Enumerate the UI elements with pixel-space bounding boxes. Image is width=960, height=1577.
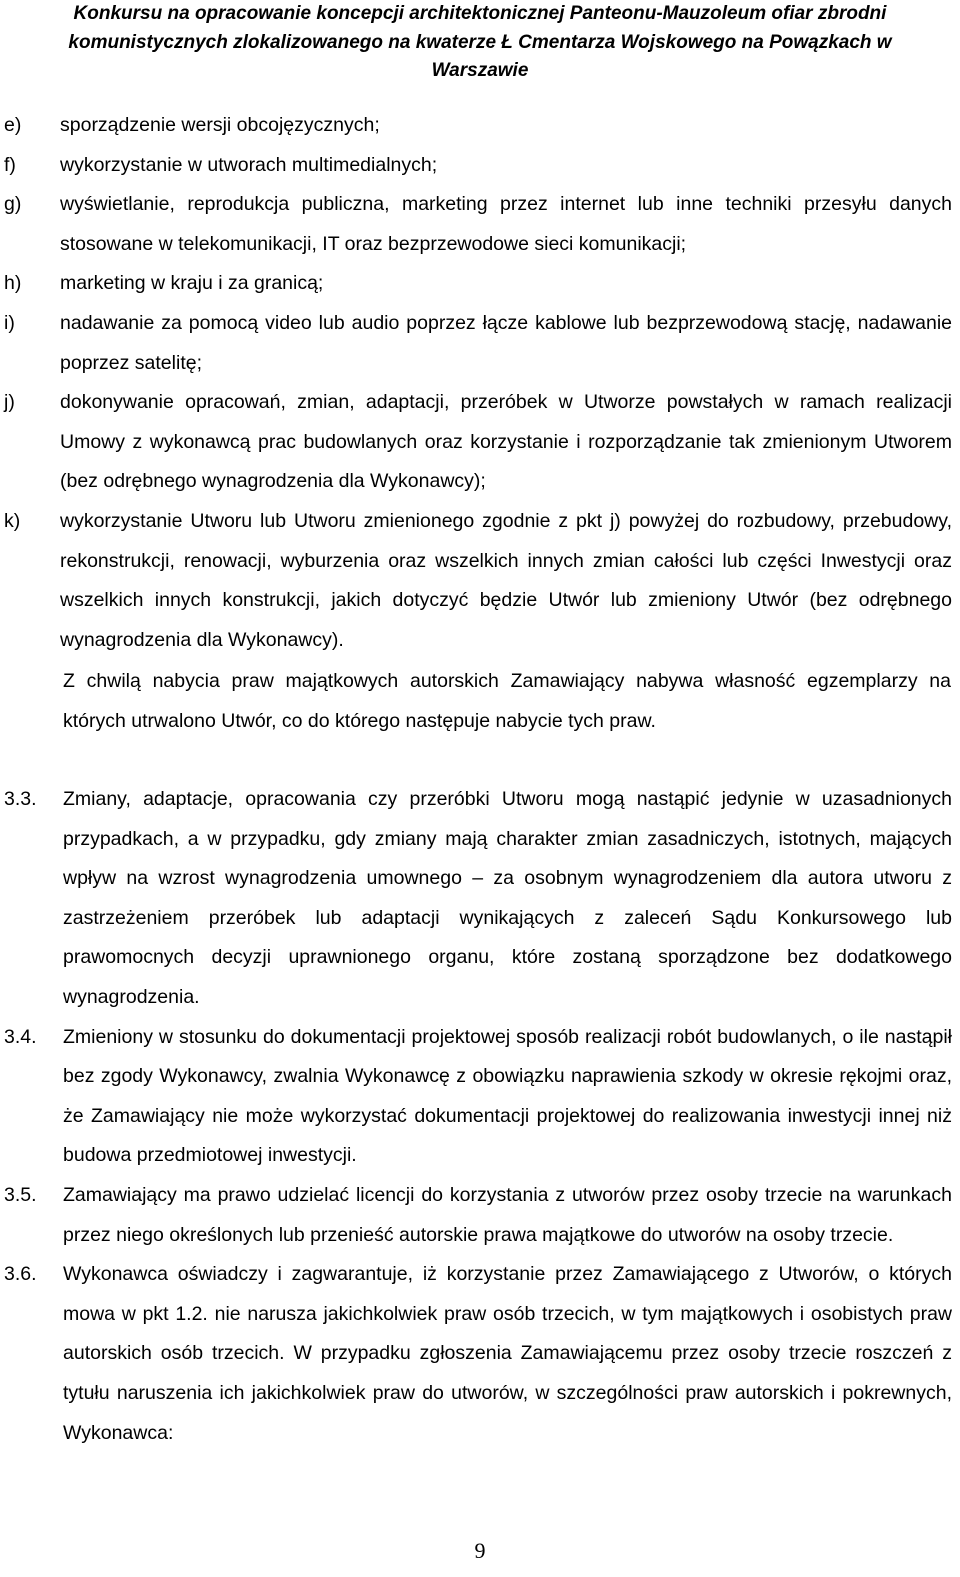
list-item-text: dokonywanie opracowań, zmian, adaptacji, przeróbek w Utworze powstałych w ramach realizacji Umowy z wykonawcą prac budowlanych oraz korzystanie i rozporządzanie tak zmienionym Utworem (bez odrębnego wynagrodzenia dla Wykonawcy);	[60, 391, 952, 493]
header-line-1: Konkursu na opracowanie koncepcji architektonicznej Panteonu-Mauzoleum ofiar zbrodni	[73, 3, 887, 24]
list-item-label: e)	[4, 114, 22, 136]
section-number: 3.4.	[4, 1025, 37, 1048]
header-line-2: komunistycznych zlokalizowanego na kwaterze Ł Cmentarza Wojskowego na Powązkach w	[68, 31, 892, 53]
header-line-3: Warszawie	[431, 60, 529, 81]
list-item-label: f)	[4, 153, 16, 176]
list-item	[0, 264, 952, 304]
numbered-sections	[0, 780, 960, 1453]
list-item	[0, 383, 952, 502]
section-text: Zmieniony w stosunku do dokumentacji projektowej sposób realizacji robót budowlanych, o ile nastąpił bez zgody Wykonawcy, zwalnia Wykonawcę z obowiązku naprawienia szkody w okresie rękojmi oraz, że Zamawiający nie może wykorzystać dokumentacji projektowej do realizowania inwestycji innej niż budowa przedmiotowej inwestycji.	[63, 1025, 952, 1167]
document-header	[0, 0, 960, 86]
list-item-text: marketing w kraju i za granicą;	[60, 272, 324, 295]
section-paragraph	[0, 1255, 952, 1453]
section-text: Wykonawca oświadczy i zagwarantuje, iż korzystanie przez Zamawiającego z Utworów, o których mowa w pkt 1.2. nie narusza jakichkolwiek praw osób trzecich, w tym majątkowych i osobistych praw autorskich osób trzecich. W przypadku zgłoszenia Zamawiającemu przez osoby trzecie roszczeń z tytułu naruszenia ich jakichkolwiek praw do utworów, w szczególności praw autorskich i pokrewnych, Wykonawca:	[63, 1263, 952, 1444]
list-item-text: wykorzystanie Utworu lub Utworu zmienionego zgodnie z pkt j) powyżej do rozbudowy, przebudowy, rekonstrukcji, renowacji, wyburzenia oraz wszelkich innych zmian całości lub części Inwestycji oraz wszelkich innych konstrukcji, jakich dotyczyć będzie Utwór lub zmieniony Utwór (bez odrębnego wynagrodzenia dla Wykonawcy).	[60, 509, 952, 651]
list-item-text: sporządzenie wersji obcojęzycznych;	[60, 114, 380, 136]
section-paragraph	[0, 1176, 952, 1255]
section-number: 3.5.	[4, 1183, 37, 1206]
list-item-label: i)	[4, 311, 15, 334]
list-item-label: j)	[4, 391, 15, 414]
list-item	[0, 146, 952, 186]
list-item-text: wyświetlanie, reprodukcja publiczna, marketing przez internet lub inne techniki przesyłu danych stosowane w telekomunikacji, IT oraz bezprzewodowe sieci komunikacji;	[60, 193, 952, 255]
list-item-label: g)	[4, 193, 22, 216]
list-item-text: nadawanie za pomocą video lub audio poprzez łącze kablowe lub bezprzewodową stację, nadawanie poprzez satelitę;	[60, 311, 952, 374]
list-item	[0, 106, 952, 146]
rights-list	[0, 106, 960, 660]
list-item-text: wykorzystanie w utworach multimedialnych;	[60, 153, 438, 176]
section-text: Zmiany, adaptacje, opracowania czy przeróbki Utworu mogą nastąpić jedynie w uzasadnionych przypadkach, a w przypadku, gdy zmiany mają charakter zmian zasadniczych, istotnych, mających wpływ na wzrost wynagrodzenia umownego – za osobnym wynagrodzeniem dla autora utworu z zastrzeżeniem przeróbek lub adaptacji wynikających z zaleceń Sądu Konkursowego lub prawomocnych decyzji uprawnionego organu, które zostaną sporządzone bez dodatkowego wynagrodzenia.	[63, 788, 952, 1008]
section-paragraph	[0, 1018, 952, 1176]
list-item-label: h)	[4, 272, 22, 295]
list-item	[0, 185, 952, 264]
list-item	[0, 502, 952, 660]
list-item-label: k)	[4, 509, 21, 532]
closing-paragraph: Z chwilą nabycia praw majątkowych autorskich Zamawiający nabywa własność egzemplarzy na których utrwalono Utwór, co do którego następuje nabycie tych praw.	[63, 670, 951, 732]
section-paragraph	[0, 780, 952, 1018]
section-number: 3.6.	[4, 1263, 37, 1286]
page-number: 9	[474, 1538, 486, 1563]
list-item	[0, 304, 952, 383]
section-number: 3.3.	[4, 788, 37, 810]
section-text: Zamawiający ma prawo udzielać licencji do korzystania z utworów przez osoby trzecie na warunkach przez niego określonych lub przenieść autorskie prawa majątkowe do utworów na osoby trzecie.	[63, 1183, 952, 1246]
